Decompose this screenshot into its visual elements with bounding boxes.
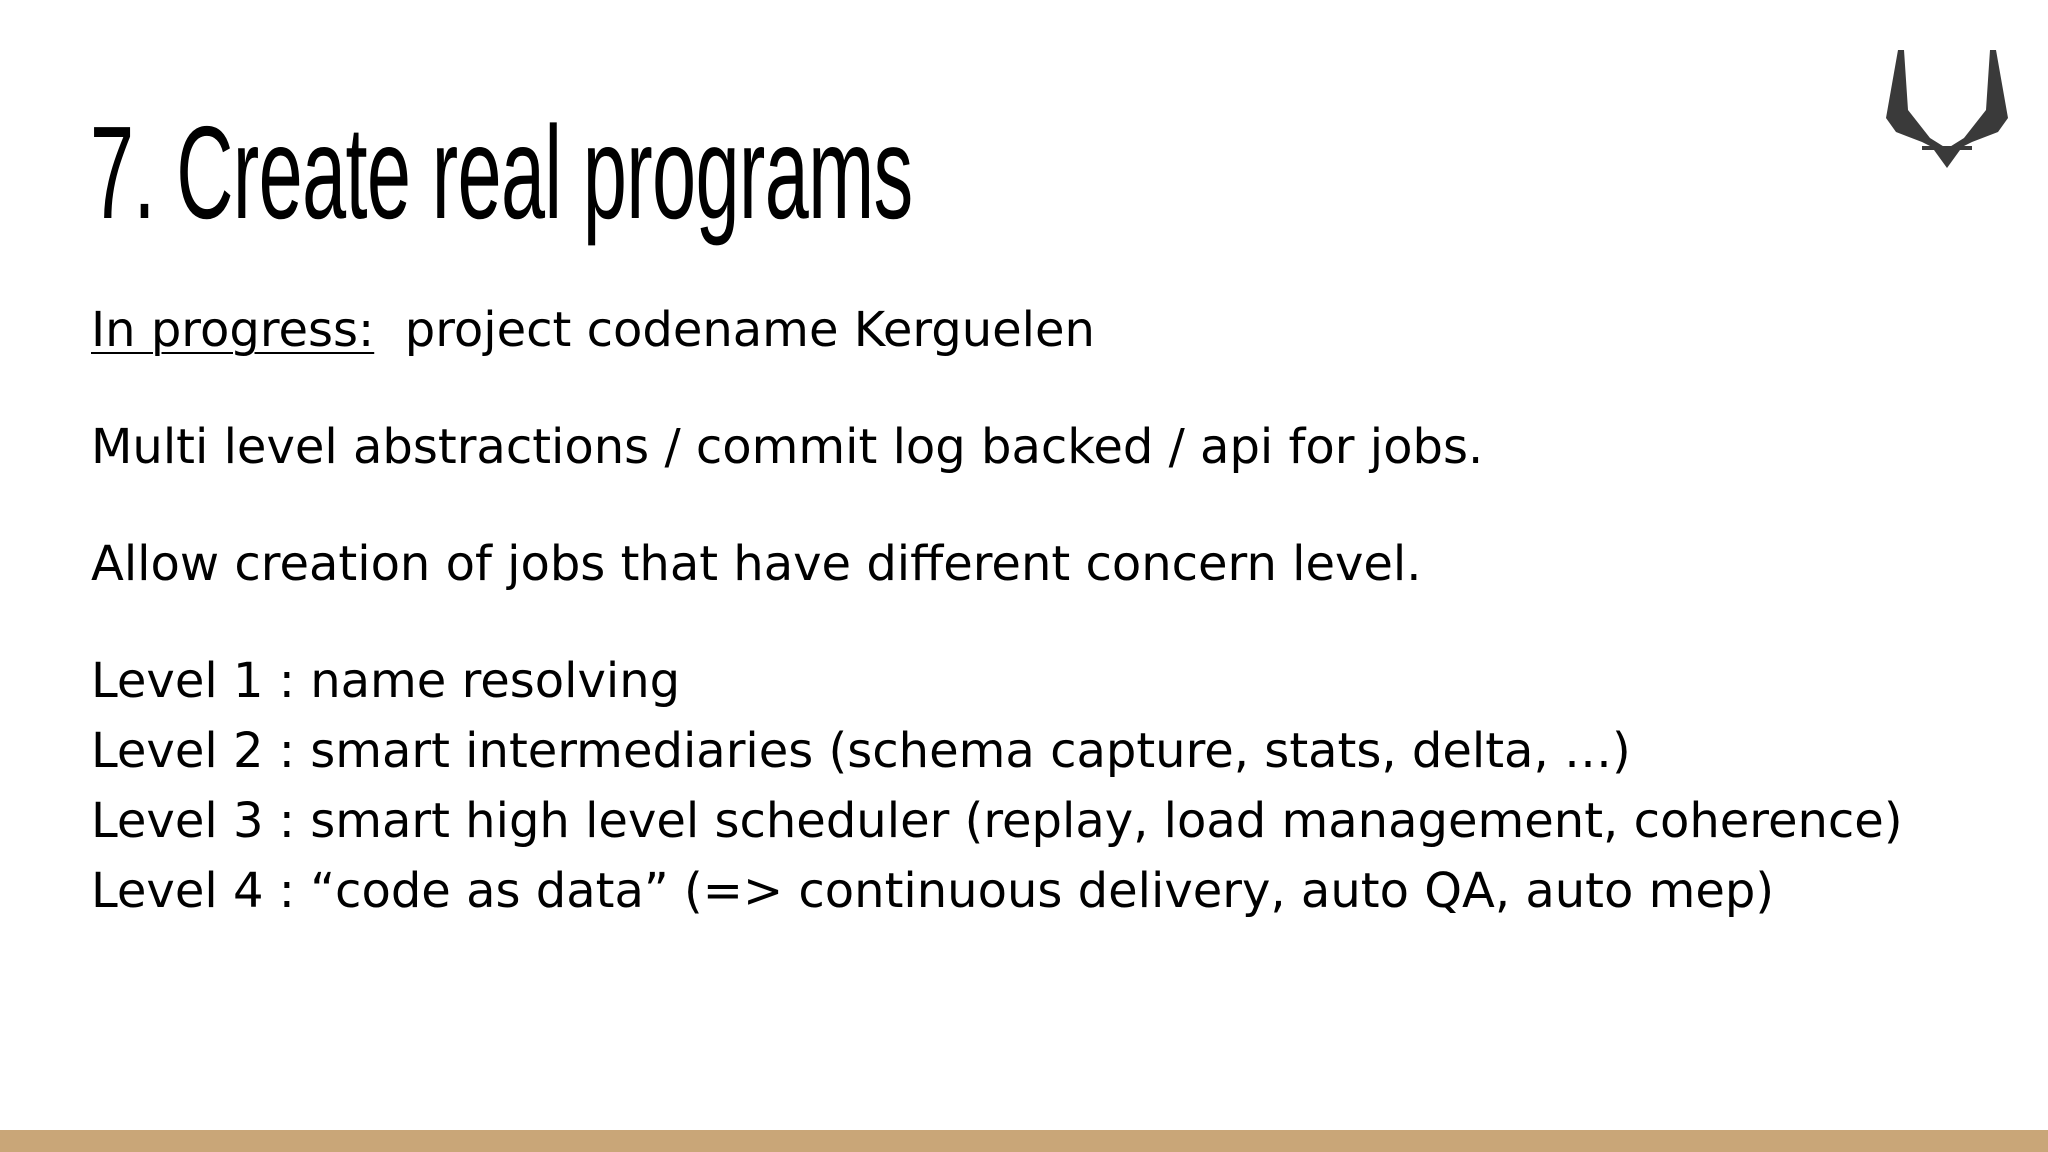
footer-bar (0, 1130, 2048, 1152)
in-progress-line (91, 295, 1991, 365)
level-item: Level 3 : smart high level scheduler (replay, load management, coherence) (91, 793, 1903, 849)
slide-title: 7. Create real programs (90, 99, 913, 246)
level-item: Level 1 : name resolving (91, 653, 681, 709)
slide-body (91, 295, 1991, 926)
level-item: Level 4 : “code as data” (=> continuous delivery, auto QA, auto mep) (91, 863, 1775, 919)
paragraph-concern-level: Allow creation of jobs that have different concern level. (91, 536, 1422, 592)
levels-list (91, 646, 1991, 926)
fox-head-icon (1884, 50, 2010, 172)
in-progress-text: project codename Kerguelen (404, 302, 1095, 358)
in-progress-label: In progress: (91, 302, 375, 358)
paragraph-abstractions: Multi level abstractions / commit log backed / api for jobs. (91, 419, 1484, 475)
level-item: Level 2 : smart intermediaries (schema capture, stats, delta, …) (91, 723, 1631, 779)
